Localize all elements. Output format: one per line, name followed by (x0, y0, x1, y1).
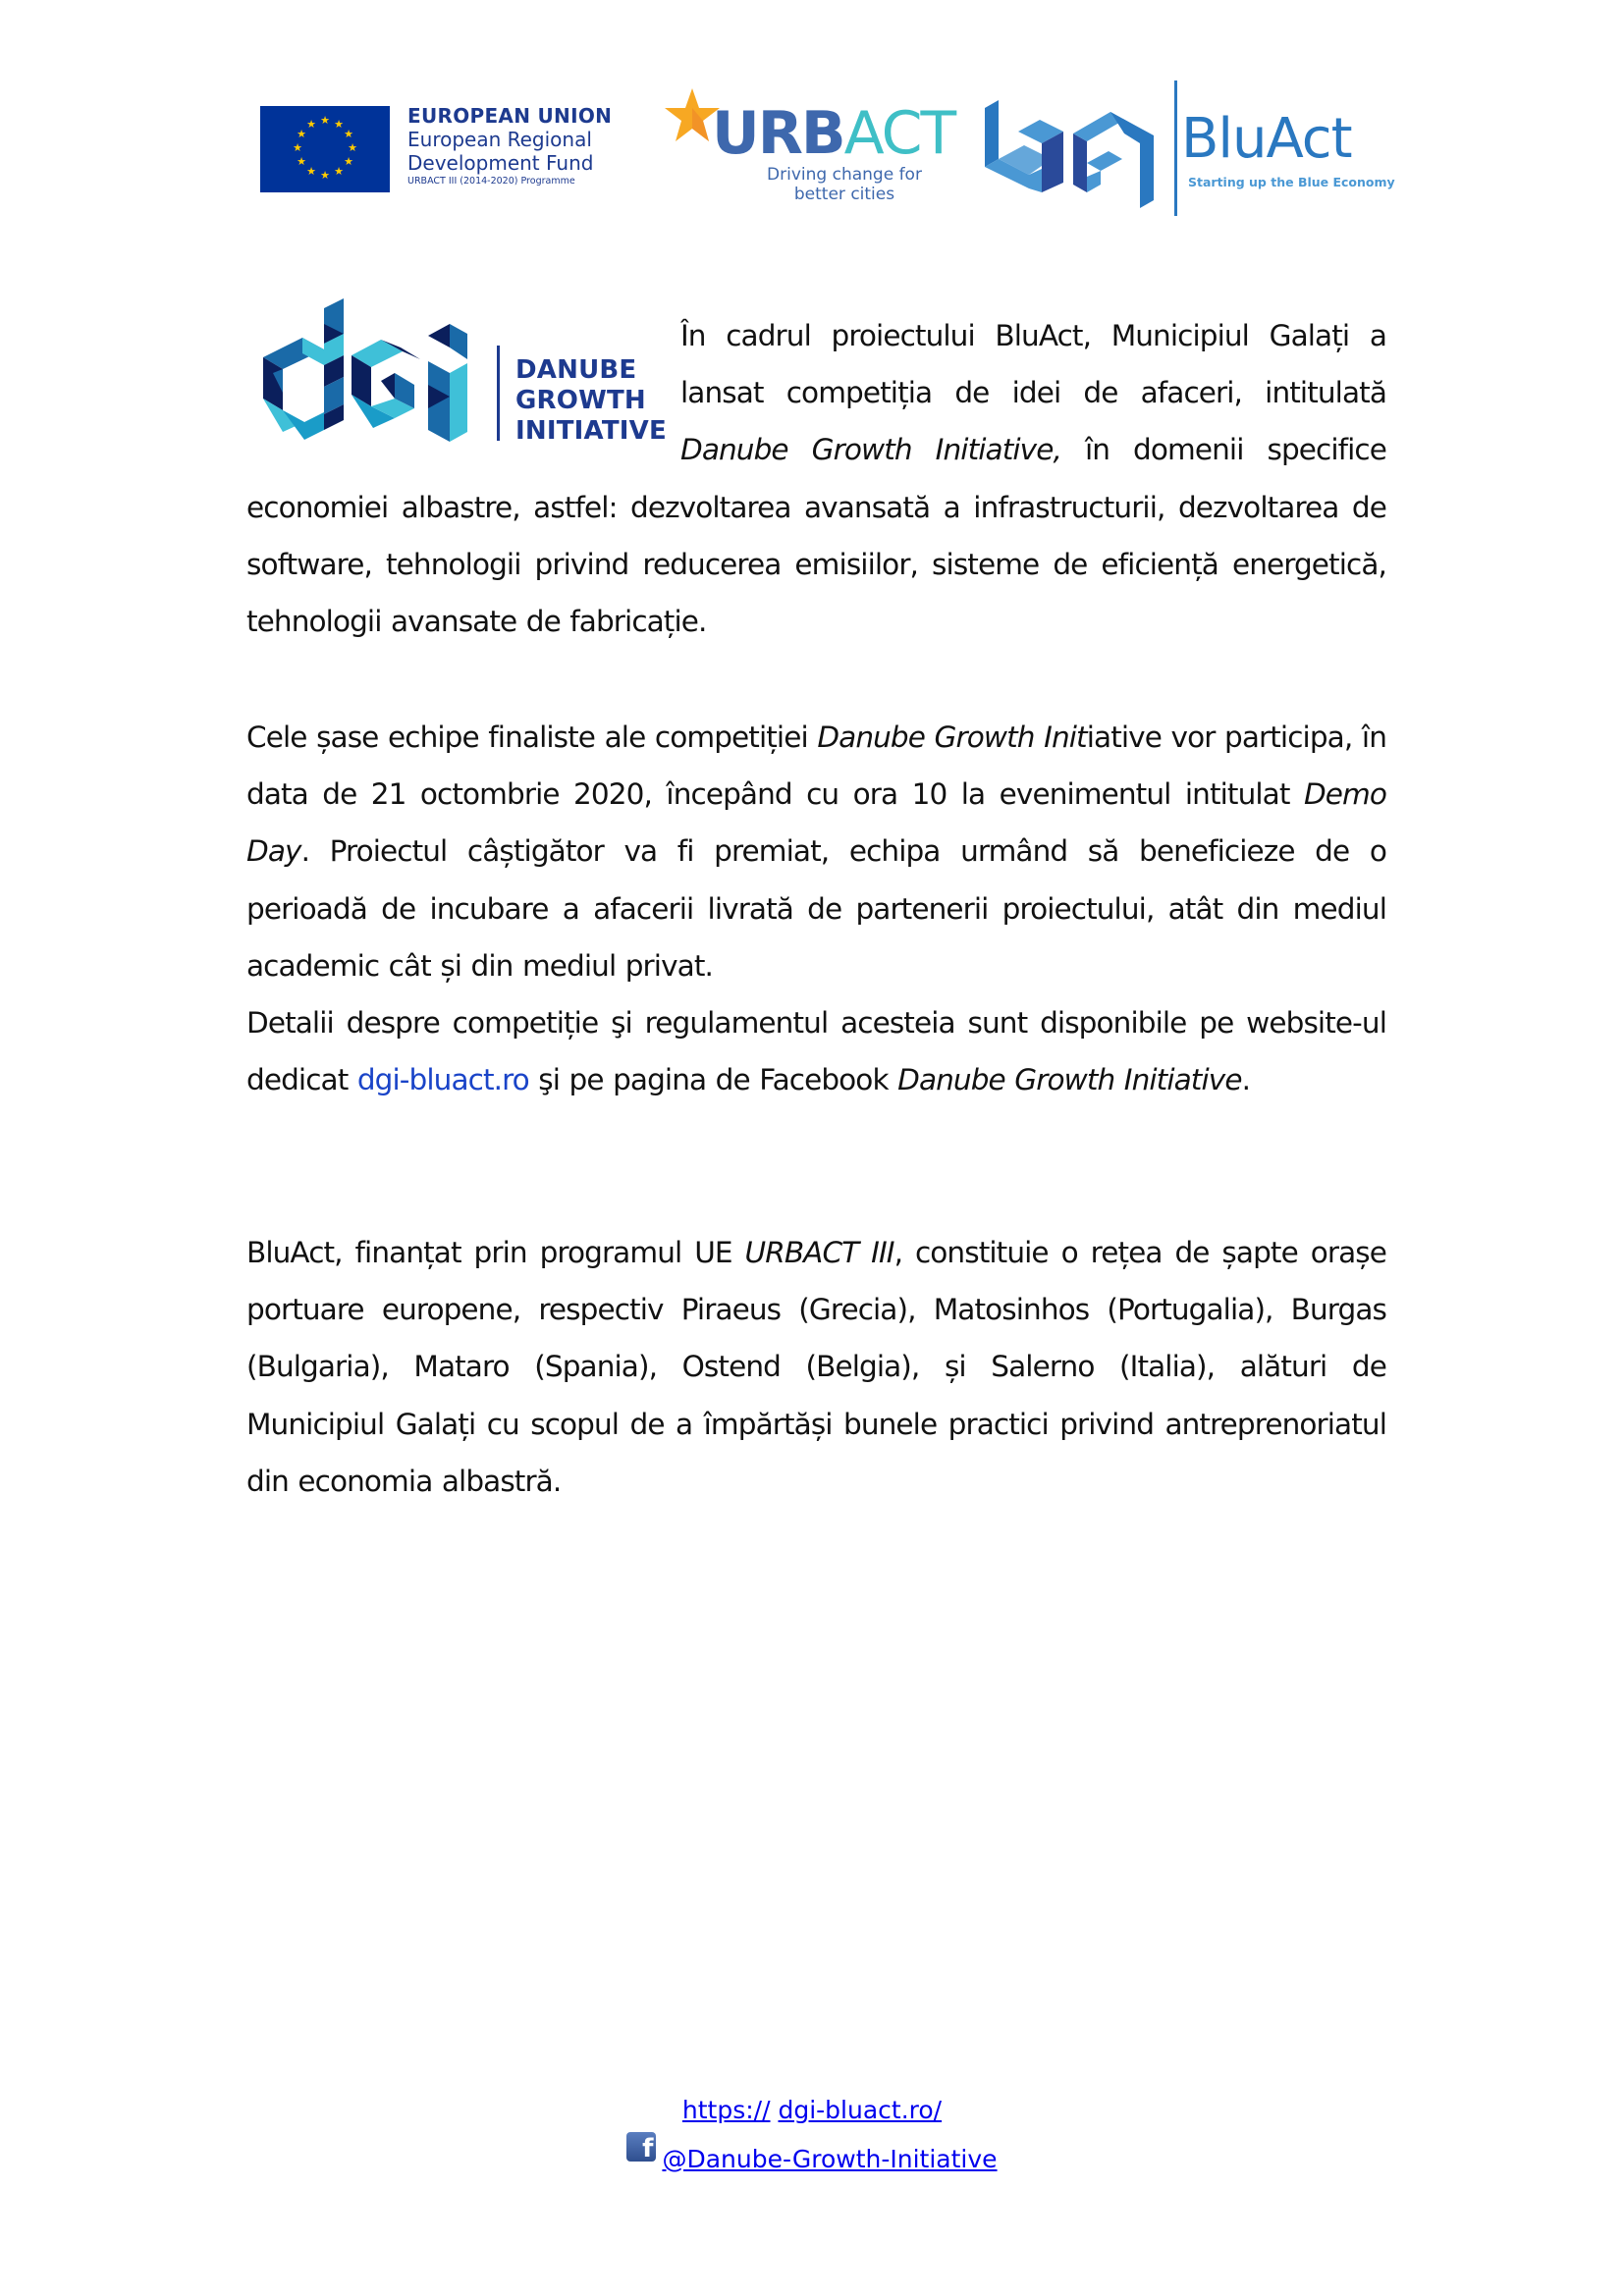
footer-website-link[interactable]: dgi-bluact.ro/ (778, 2096, 943, 2124)
svg-text:★: ★ (297, 155, 306, 168)
urbact-tagline (751, 165, 938, 204)
p3-emphasis-facebook-page: Danube Growth Initiative (897, 1063, 1242, 1097)
eu-stars-icon (260, 106, 390, 192)
urbact-tagline-line2: better cities (793, 185, 895, 204)
svg-text:★: ★ (334, 165, 344, 178)
logo-float-spacer (246, 307, 680, 464)
paragraph-intro (246, 307, 1386, 650)
eu-fund-line1: European Regional (407, 128, 592, 151)
bluact-divider (1174, 80, 1177, 216)
urbact-logo (663, 86, 955, 204)
paragraph-network (246, 1224, 1386, 1510)
p4-text-2: , constituie o rețea de șapte orașe portuare europene, respectiv Piraeus (Grecia), Matosinhos (Portugalia), Burgas (Bulgaria), Mataro (Spania), Ostend (Belgia), și Salerno (Italia), alături de Municipiul Galați cu scopul de a împărtăși bunele practici privind antreprenoriatul din economia albastră. (246, 1236, 1386, 1498)
paragraph-finalists (246, 709, 1386, 994)
footer (0, 2089, 1624, 2181)
eu-programme: URBACT III (2014-2020) Programme (407, 176, 575, 187)
p1-text-2: în domenii specifice economiei albastre, astfel: dezvoltarea avansată a infrastructurii, dezvoltarea de software, tehnologii privind reducerea emisiilor, sisteme de eficiență energetică, tehnologii avansate de fabricație. (246, 433, 1386, 639)
facebook-link[interactable]: @Danube-Growth-Initiative (662, 2145, 998, 2173)
header-logos (0, 79, 1624, 226)
dgi-line-danube: DANUBE (515, 355, 637, 385)
p3-text-3: . (1241, 1063, 1251, 1097)
p2-text-2: iative vor participa, în data de 21 octombrie 2020, începând cu ora 10 la evenimentul intitulat (246, 721, 1386, 812)
eu-erdf-logo (260, 106, 619, 194)
svg-text:★: ★ (306, 118, 316, 131)
svg-text:★: ★ (297, 128, 306, 140)
p2-text-1: Cele șase echipe finaliste ale competiției (246, 721, 818, 754)
website-prefix-link[interactable]: https:// (681, 2096, 771, 2124)
urbact-tagline-line1: Driving change for (767, 165, 922, 185)
urbact-word-urb: URB (712, 99, 844, 168)
paragraph-details (246, 994, 1386, 1108)
urbact-word-act: ACT (843, 99, 955, 168)
dgi-line-growth: GROWTH (515, 386, 646, 415)
facebook-icon: f (626, 2132, 656, 2162)
p3-text-1: Detalii despre competiție şi regulamentul acesteia sunt disponibile pe website-ul dedicat (246, 1006, 1386, 1097)
eu-fund-line2: Development Fund (407, 151, 594, 175)
p2-emphasis-demo-day: Demo Day (246, 777, 1386, 869)
footer-facebook-line (0, 2132, 1624, 2181)
svg-text:★: ★ (344, 128, 353, 140)
bluact-logo (985, 79, 1397, 226)
svg-text:★: ★ (344, 155, 353, 168)
p2-emphasis-competition: Danube Growth Init (817, 721, 1087, 754)
svg-text:★: ★ (348, 141, 357, 154)
svg-text:★: ★ (320, 114, 330, 127)
p4-text-1: BluAct, finanțat prin programul UE (246, 1236, 745, 1269)
svg-text:★: ★ (293, 141, 302, 154)
p1-text-1: În cadrul proiectului BluAct, Municipiul Galați a lansat competiția de idei de afaceri, intitulată (680, 319, 1386, 410)
svg-text:★: ★ (320, 169, 330, 182)
bluact-mark-icon (985, 90, 1162, 218)
p4-emphasis-urbact: URBACT III (744, 1236, 894, 1269)
svg-text:★: ★ (334, 118, 344, 131)
eu-title: EUROPEAN UNION (407, 104, 613, 128)
eu-logo-text (407, 104, 612, 188)
bluact-tagline: Starting up the Blue Economy (1188, 175, 1395, 189)
p2-text-3: . Proiectul câștigător va fi premiat, echipa urmând să beneficieze de o perioadă de incubare a afacerii livrată de partenerii proiectului, atât din mediul academic cât și din mediul privat. (246, 834, 1386, 983)
bluact-wordmark: BluAct (1181, 107, 1352, 171)
dgi-line-initiative: INITIATIVE (515, 416, 667, 446)
website-link[interactable]: dgi-bluact.ro (356, 1063, 529, 1097)
urbact-wordmark (712, 99, 955, 168)
svg-text:★: ★ (306, 165, 316, 178)
eu-flag-icon (260, 106, 390, 192)
p1-emphasis-competition: Danube Growth Initiative, (680, 433, 1061, 467)
p3-text-2: şi pe pagina de Facebook (528, 1063, 898, 1097)
footer-website-line (0, 2089, 1624, 2132)
